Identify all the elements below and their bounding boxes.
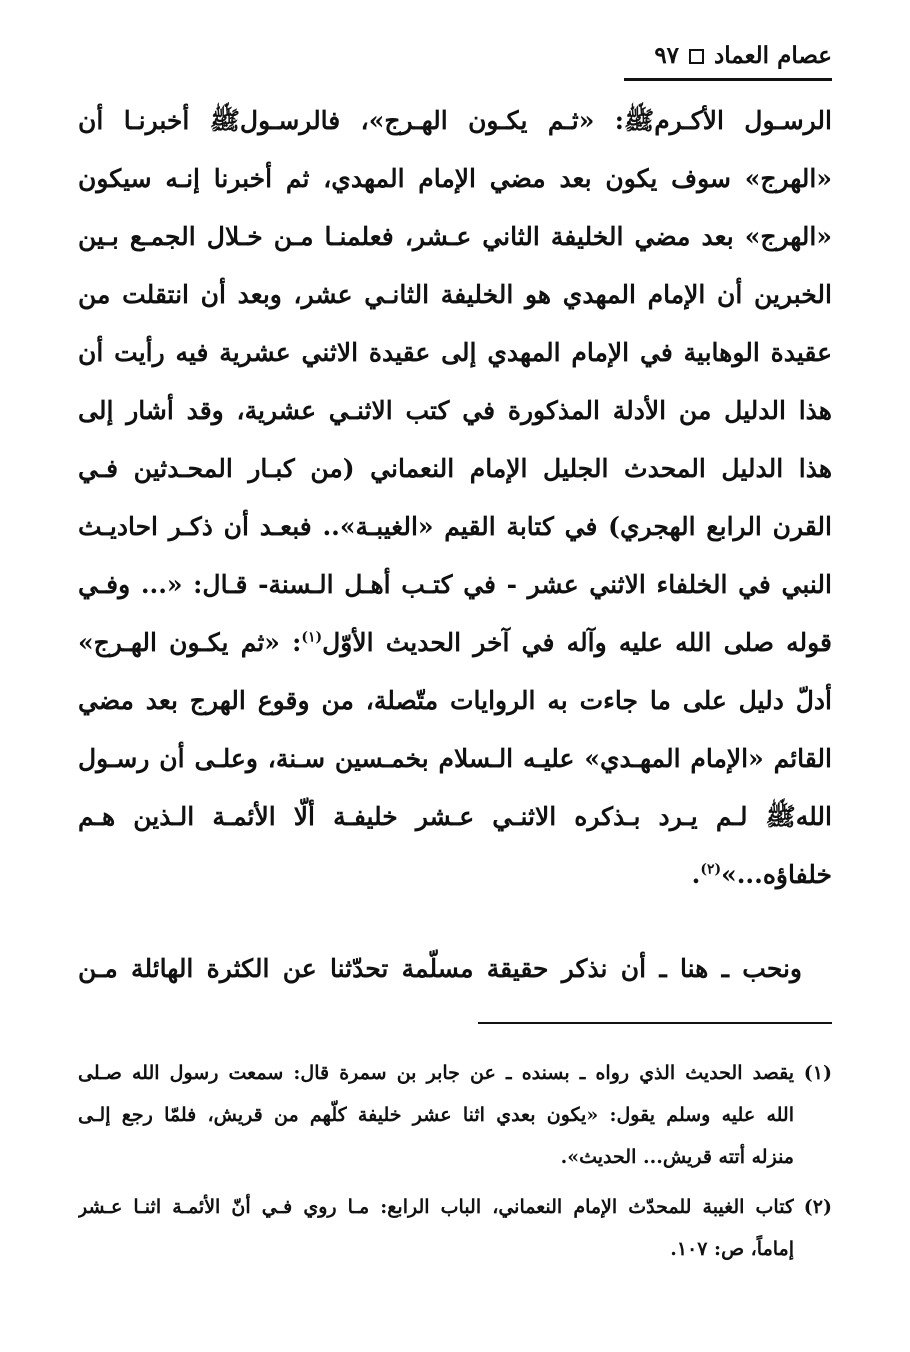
body-line-10 — [78, 614, 832, 672]
body-line-11: أدلّ دليل على ما جاءت به الروايات متّصلة، من وقوع الهرج بعد مضي — [78, 686, 832, 715]
footnote-2-body — [78, 1186, 794, 1270]
header-rule — [624, 78, 832, 81]
body-line-8: القرن الرابع الهجري) في كتابة القيم «الغيبـة».. فبعـد أن ذكـر احاديـث — [78, 512, 832, 541]
header-title: عصام العماد — [714, 42, 832, 69]
second-paragraph-text: ونحب ـ هنا ـ أن نذكر حقيقة مسلّمة تحدّثنا عن الكثرة الهائلة مـن — [78, 954, 802, 983]
header-square-icon — [689, 49, 704, 64]
body-line-14-text: خلفاؤه...» — [721, 860, 832, 889]
footnote-2 — [78, 1186, 832, 1270]
body-line-14 — [78, 846, 832, 904]
footnotes — [78, 1052, 832, 1278]
footnote-2-number: (٢) — [803, 1196, 832, 1218]
body-line-2: «الهرج» سوف يكون بعد مضي الإمام المهدي، ثم أخبرنا إنـه سيكون — [78, 164, 832, 193]
footnote-1-body — [78, 1052, 794, 1178]
footnote-1-number: (١) — [803, 1062, 832, 1084]
body-line-7: هذا الدليل المحدث الجليل الإمام النعماني (من كبـار المحـدثين فـي — [78, 454, 832, 483]
body-line-12: القائم «الإمام المهـدي» عليـه الـسلام بخمـسين سـنة، وعلـى أن رسـول — [78, 744, 832, 773]
body-line-5: عقيدة الوهابية في الإمام المهدي إلى عقيدة الاثني عشرية فيه رأيت أن — [78, 338, 832, 367]
body-line-10-end: : «ثم يكـون الهـرج» — [78, 628, 302, 657]
body-line-10-start: قوله صلى الله عليه وآله في آخر الحديث الأوّل — [322, 628, 832, 657]
body-line-3: «الهرج» بعد مضي الخليفة الثاني عـشر، فعلمنـا مـن خـلال الجمـع بـين — [78, 222, 832, 251]
body-line-1: الرسـول الأكـرمﷺ: «ثـم يكـون الهـرج»، فالرسـولﷺ أخبرنـا أن — [78, 106, 832, 135]
footnote-2-line-1: كتاب الغيبة للمحدّث الإمام النعماني، الباب الرابع: مـا روي فـي أنّ الأئمـة اثنـا عـشر — [78, 1196, 794, 1218]
footnote-1-line-2: الله عليه وسلم يقول: «يكون بعدي اثنا عشر خليفة كلّهم من قريش، فلمّا رجع إلـى — [78, 1104, 794, 1126]
body-line-4: الخبرين أن الإمام المهدي هو الخليفة الثانـي عشر، وبعد أن انتقلت من — [78, 280, 832, 309]
footnote-1-line-1: يقصد الحديث الذي رواه ـ بسنده ـ عن جابر بن سمرة قال: سمعت رسول الله صـلى — [78, 1062, 794, 1084]
footnote-separator — [478, 1022, 832, 1024]
page-number: ٩٧ — [654, 42, 680, 69]
body-line-6: هذا الدليل من الأدلة المذكورة في كتب الاثنـي عشرية، وقد أشار إلى — [78, 396, 832, 425]
running-header — [654, 34, 832, 78]
footnote-1 — [78, 1052, 832, 1178]
main-paragraph — [78, 92, 832, 904]
body-line-13: اللهﷺ لـم يـرد بـذكره الاثنـي عـشر خليفـة ألّا الأئمـة الـذين هـم — [78, 802, 832, 831]
footnote-ref-1[interactable]: (١) — [301, 629, 323, 646]
body-line-9: النبي في الخلفاء الاثني عشر - في كتـب أهـل الـسنة- قـال: «... وفـي — [78, 570, 832, 599]
footnote-ref-2[interactable]: (٢) — [700, 861, 722, 878]
footnote-2-line-2: إماماً، ص: ١٠٧. — [670, 1238, 794, 1260]
body-line-14-end: . — [691, 860, 701, 889]
footnote-1-line-3: منزله أتته قريش... الحديث». — [560, 1146, 794, 1168]
second-paragraph — [78, 940, 832, 998]
